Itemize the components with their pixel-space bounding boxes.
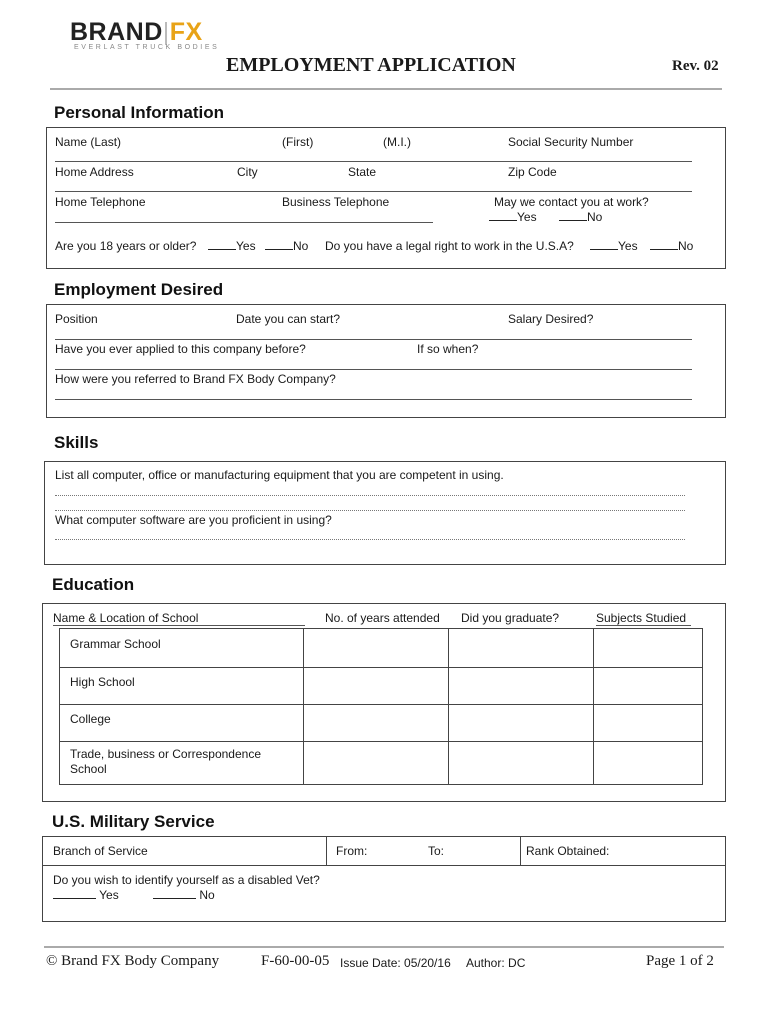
city-label: City: [237, 165, 258, 179]
personal-section: [46, 127, 726, 269]
name-line[interactable]: [55, 161, 692, 162]
edu-row-grammar-years[interactable]: [303, 628, 449, 668]
legal-no[interactable]: No: [650, 239, 693, 253]
employment-section: [46, 304, 726, 418]
edu-row-trade-grad[interactable]: [448, 741, 594, 785]
footer-rule: [44, 946, 724, 948]
skills-heading: Skills: [54, 433, 99, 452]
edu-row-high-subjects[interactable]: [593, 667, 703, 705]
col-subjects-label: Subjects Studied: [596, 611, 687, 625]
logo-tagline: EVERLAST TRUCK BODIES: [74, 44, 220, 51]
age-question: Are you 18 years or older?: [55, 239, 197, 253]
col-graduate-label: Did you graduate?: [461, 611, 560, 625]
age-yes[interactable]: Yes: [208, 239, 256, 253]
logo-fx: FX: [169, 18, 203, 46]
branch-label: Branch of Service: [53, 844, 148, 858]
title-rule: [50, 88, 722, 90]
logo-brand: BRAND: [70, 18, 163, 46]
edu-row-grammar-grad[interactable]: [448, 628, 594, 668]
edu-row-trade-name: Trade, business or Correspondence School: [59, 741, 304, 785]
age-no[interactable]: No: [265, 239, 308, 253]
position-line[interactable]: [55, 339, 692, 340]
ssn-label: Social Security Number: [508, 135, 634, 149]
edu-row-college-subjects[interactable]: [593, 704, 703, 742]
referred-line[interactable]: [55, 399, 692, 400]
from-label: From:: [336, 844, 368, 858]
legal-yes[interactable]: Yes: [590, 239, 638, 253]
edu-row-high-name: High School: [59, 667, 304, 705]
contact-work-no[interactable]: No: [559, 210, 602, 224]
dates-cell[interactable]: [326, 837, 521, 866]
branch-cell[interactable]: [43, 837, 327, 866]
edu-row-college-name: College: [59, 704, 304, 742]
edu-row-college-years[interactable]: [303, 704, 449, 742]
applied-before-label: Have you ever applied to this company before?: [55, 342, 306, 356]
legal-question: Do you have a legal right to work in the U.S.A?: [325, 239, 574, 253]
footer-issue-date: Issue Date: 05/20/16: [340, 956, 451, 970]
disabled-vet-no[interactable]: No: [153, 888, 215, 902]
page-title: EMPLOYMENT APPLICATION: [226, 54, 516, 76]
zip-label: Zip Code: [508, 165, 557, 179]
state-label: State: [348, 165, 377, 179]
edu-row-high-grad[interactable]: [448, 667, 594, 705]
contact-work-label: May we contact you at work?: [494, 195, 649, 209]
footer-form-number: F-60-00-05: [261, 953, 330, 969]
salary-label: Salary Desired?: [508, 312, 594, 326]
edu-row-grammar-subjects[interactable]: [593, 628, 703, 668]
revision-label: Rev. 02: [672, 58, 719, 74]
name-last-label: Name (Last): [55, 135, 122, 149]
education-section: [42, 603, 726, 802]
applied-line[interactable]: [55, 369, 692, 370]
footer-author: Author: DC: [466, 956, 526, 970]
col-years-label: No. of years attended: [325, 611, 440, 625]
disabled-vet-question: Do you wish to identify yourself as a disabled Vet?: [53, 873, 320, 887]
rank-cell[interactable]: [520, 837, 725, 866]
business-telephone-label: Business Telephone: [282, 195, 390, 209]
rank-label: Rank Obtained:: [526, 844, 610, 858]
software-line[interactable]: [55, 539, 685, 540]
to-label: To:: [428, 844, 445, 858]
contact-work-yes[interactable]: Yes: [489, 210, 537, 224]
col-school-label: Name & Location of School: [53, 611, 199, 625]
disabled-vet-yes[interactable]: Yes: [53, 888, 119, 902]
position-label: Position: [55, 312, 98, 326]
telephone-line[interactable]: [55, 222, 433, 223]
equipment-question: List all computer, office or manufacturing equipment that you are competent in using.: [55, 468, 504, 482]
software-question: What computer software are you proficient in using?: [55, 513, 332, 527]
company-logo: BRAND|FX EVERLAST TRUCK BODIES: [70, 18, 220, 51]
home-address-label: Home Address: [55, 165, 134, 179]
if-so-when-label: If so when?: [417, 342, 479, 356]
equipment-line-1[interactable]: [55, 495, 685, 496]
name-first-label: (First): [282, 135, 314, 149]
home-telephone-label: Home Telephone: [55, 195, 146, 209]
education-heading: Education: [52, 575, 135, 594]
edu-row-trade-years[interactable]: [303, 741, 449, 785]
personal-heading: Personal Information: [54, 103, 225, 122]
edu-row-trade-subjects[interactable]: [593, 741, 703, 785]
name-mi-label: (M.I.): [383, 135, 411, 149]
footer-page-number: Page 1 of 2: [646, 953, 714, 969]
skills-section: [44, 461, 726, 565]
footer-company: © Brand FX Body Company: [46, 953, 220, 969]
edu-row-grammar-name: Grammar School: [59, 628, 304, 668]
employment-heading: Employment Desired: [54, 280, 224, 299]
military-heading: U.S. Military Service: [52, 812, 215, 831]
referred-label: How were you referred to Brand FX Body Company?: [55, 372, 336, 386]
edu-row-high-years[interactable]: [303, 667, 449, 705]
start-date-label: Date you can start?: [236, 312, 341, 326]
military-section: [42, 836, 726, 922]
equipment-line-2[interactable]: [55, 510, 685, 511]
edu-row-college-grad[interactable]: [448, 704, 594, 742]
address-line[interactable]: [55, 191, 692, 192]
